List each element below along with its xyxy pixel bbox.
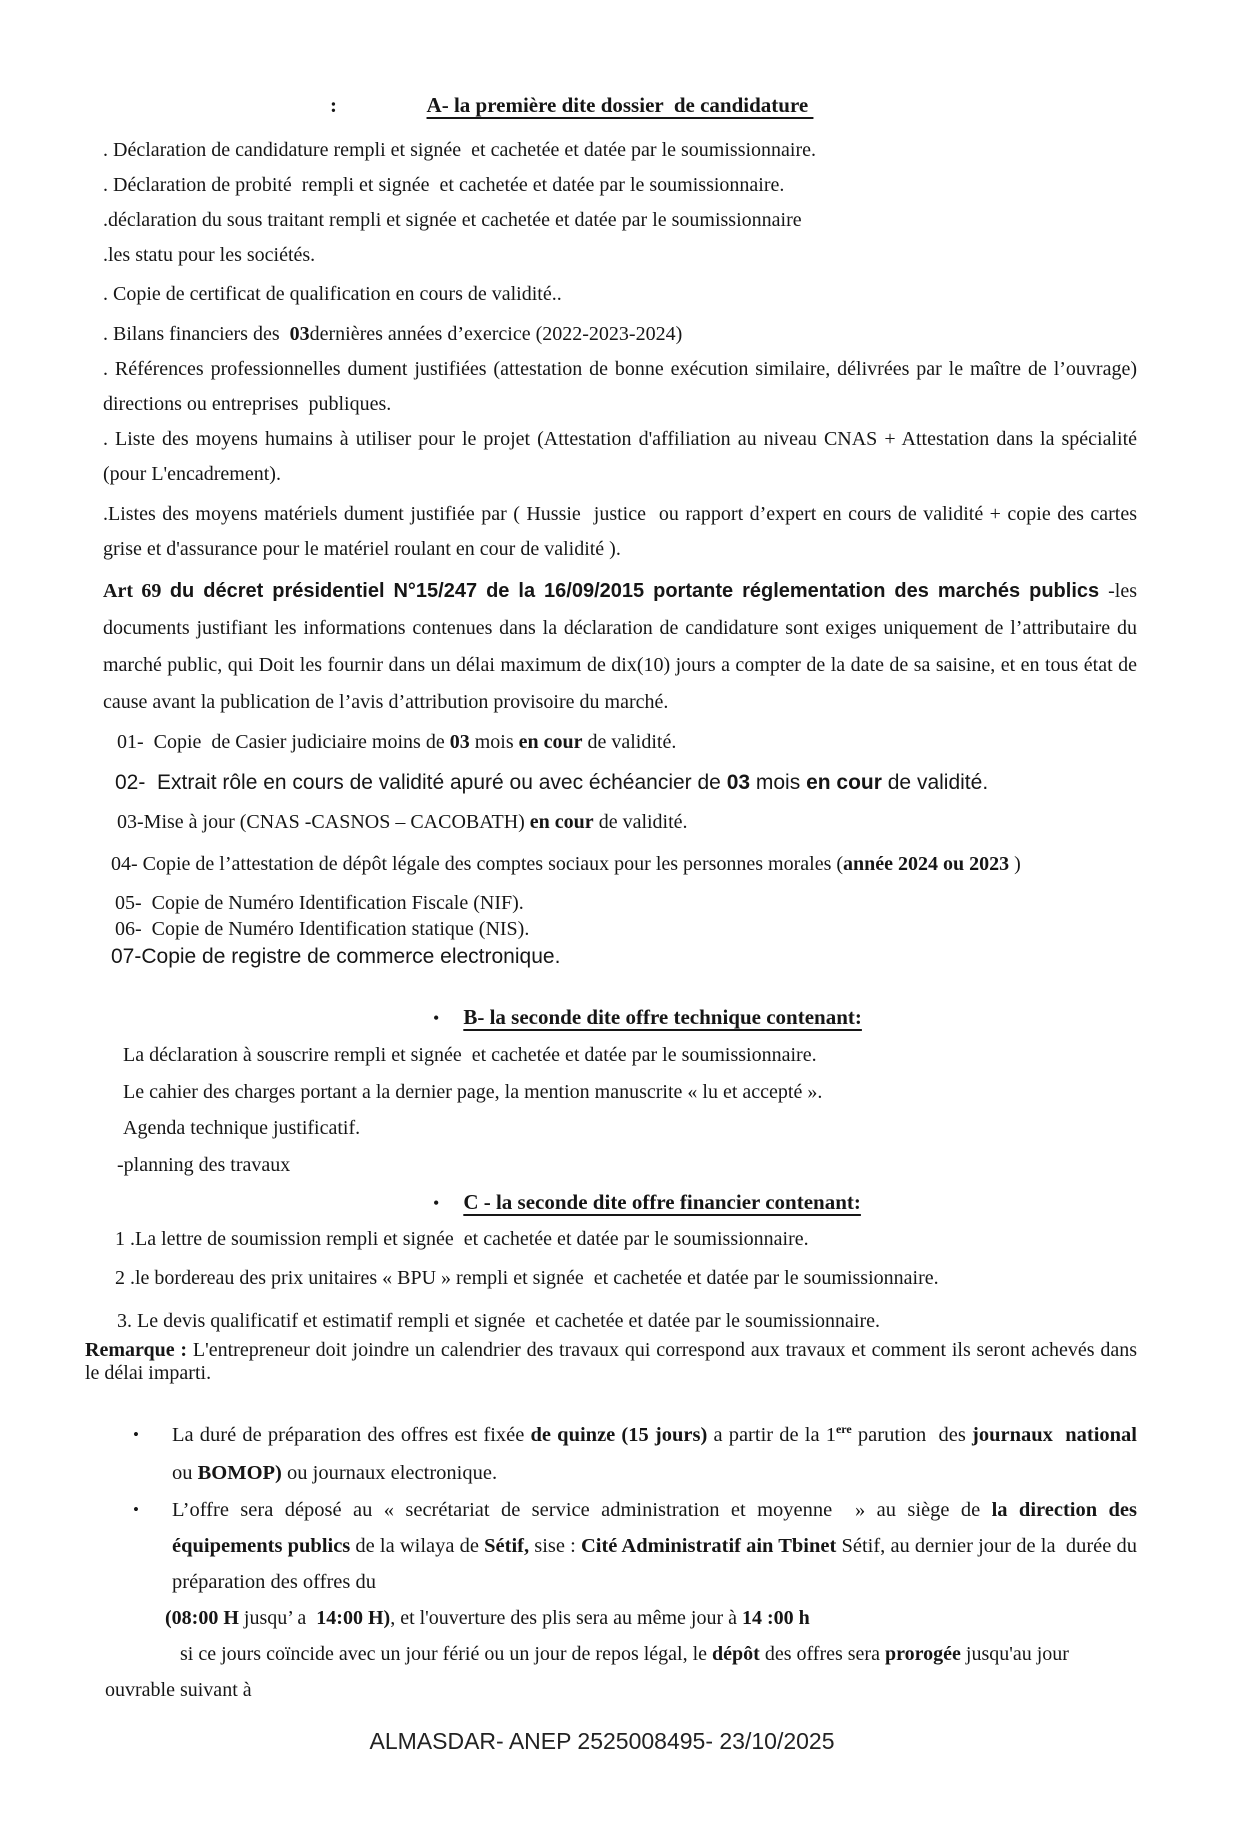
section-a-heading-row: [103, 88, 1137, 123]
requirement-line: . Copie de certificat de qualification en cours de validité..: [103, 283, 562, 305]
requirement-line: . Déclaration de probité rempli et signée et cachetée et datée par le soumissionnaire.: [103, 174, 785, 196]
numbered-item-04: 04- Copie de l’attestation de dépôt légale des comptes sociaux pour les personnes morales (année 2024 ou 2023 ): [111, 853, 1021, 875]
offer-technique-line: -planning des travaux: [117, 1154, 291, 1176]
holiday-clause-continuation: ouvrable suivant à: [105, 1679, 252, 1701]
numbered-item-01: 01- Copie de Casier judiciaire moins de 03 mois en cour de validité.: [117, 731, 677, 753]
bullet-icon: •: [133, 1425, 139, 1444]
offer-deposit-text: L’offre sera déposé au « secrétariat de service administration et moyenne » au siège de la direction des équipements publics de la wilaya de Sétif, sise : Cité Administratif ain Tbinet Sétif, au dernier jour de la durée du préparation des offres du: [172, 1499, 1143, 1593]
requirement-line: .Listes des moyens matériels dument justifiée par ( Hussie justice ou rapport d’expert en cours de validité + copie des cartes grise et d'assurance pour le matériel roulant en cour de validité ).: [103, 503, 1142, 560]
bullet-icon: •: [133, 1500, 139, 1519]
numbered-item-05: 05- Copie de Numéro Identification Fiscale (NIF).: [115, 892, 524, 914]
offer-prep-duration-item: [103, 1416, 1143, 1492]
section-c-heading-row: [103, 1185, 1137, 1221]
stray-colon: :: [330, 93, 337, 117]
numbered-item-02: 02- Extrait rôle en cours de validité apuré ou avec échéancier de 03 mois en cour de validité.: [115, 771, 989, 794]
deposit-hours-line: (08:00 H jusqu’ a 14:00 H), et l'ouverture des plis sera au même jour à 14 :00 h: [165, 1607, 810, 1629]
requirement-line: . Liste des moyens humains à utiliser pour le projet (Attestation d'affiliation au niveau CNAS + Attestation dans la spécialité (pour L'encadrement).: [103, 428, 1142, 485]
requirement-line: .les statu pour les sociétés.: [103, 244, 316, 266]
offer-technique-line: Agenda technique justificatif.: [123, 1117, 361, 1139]
bullet-icon: •: [433, 1193, 440, 1213]
numbered-item-06: 06- Copie de Numéro Identification statique (NIS).: [115, 918, 530, 940]
art69-paragraph: Art 69 du décret présidentiel N°15/247 de la 16/09/2015 portante réglementation des marchés publics -les documents justifiant les informations contenues dans la déclaration de candidature sont exiges uniquement de l’attributaire du marché public, qui Doit les fournir dans un délai maximum de dix(10) jours a compter de la date de sa saisine, et en tous état de cause avant la publication de l’avis d’attribution provisoire du marché.: [103, 580, 1142, 713]
offer-prep-duration-text: La duré de préparation des offres est fixée de quinze (15 jours) a partir de la 1ere parution des journaux national ou BOMOP) ou journaux electronique.: [172, 1422, 1143, 1484]
holiday-clause-line: si ce jours coïncide avec un jour férié ou un jour de repos légal, le dépôt des offres sera prorogée jusqu'au jour: [180, 1643, 1069, 1665]
section-b-heading-row: [103, 1000, 1137, 1036]
numbered-item-03: 03-Mise à jour (CNAS -CASNOS – CACOBATH) en cour de validité.: [117, 811, 688, 833]
offer-technique-line: La déclaration à souscrire rempli et signée et cachetée et datée par le soumissionnaire.: [123, 1044, 817, 1066]
anep-footer: ALMASDAR- ANEP 2525008495- 23/10/2025: [369, 1728, 835, 1754]
requirement-line: .déclaration du sous traitant rempli et signée et cachetée et datée par le soumissionnaire: [103, 209, 802, 231]
numbered-item-07: 07-Copie de registre de commerce electronique.: [111, 945, 561, 968]
requirement-line: . Déclaration de candidature rempli et signée et cachetée et datée par le soumissionnaire.: [103, 139, 817, 161]
section-c-heading: C - la seconde dite offre financier contenant:: [463, 1190, 861, 1214]
document-page: [0, 88, 1241, 1842]
bullet-icon: •: [433, 1008, 440, 1028]
section-a-heading: A- la première dite dossier de candidature: [426, 93, 814, 117]
offer-technique-line: Le cahier des charges portant a la dernier page, la mention manuscrite « lu et accepté ».: [123, 1081, 823, 1103]
requirement-line: . Bilans financiers des 03dernières années d’exercice (2022-2023-2024): [103, 323, 683, 345]
section-b-heading: B- la seconde dite offre technique contenant:: [463, 1005, 862, 1029]
requirement-line: . Références professionnelles dument justifiées (attestation de bonne exécution similaire, délivrées par le maître de l’ouvrage) directions ou entreprises publiques.: [103, 358, 1142, 415]
offer-financier-line: 2 .le bordereau des prix unitaires « BPU » rempli et signée et cachetée et datée par le soumissionnaire.: [115, 1267, 939, 1289]
remark-paragraph: Remarque : L'entrepreneur doit joindre un calendrier des travaux qui correspond aux travaux et comment ils seront achevés dans le délai imparti.: [85, 1339, 1143, 1384]
offer-financier-line: 1 .La lettre de soumission rempli et signée et cachetée et datée par le soumissionnaire.: [115, 1228, 809, 1250]
offer-financier-line: 3. Le devis qualificatif et estimatif rempli et signée et cachetée et datée par le soumissionnaire.: [117, 1310, 881, 1332]
offer-deposit-item: [103, 1492, 1143, 1600]
